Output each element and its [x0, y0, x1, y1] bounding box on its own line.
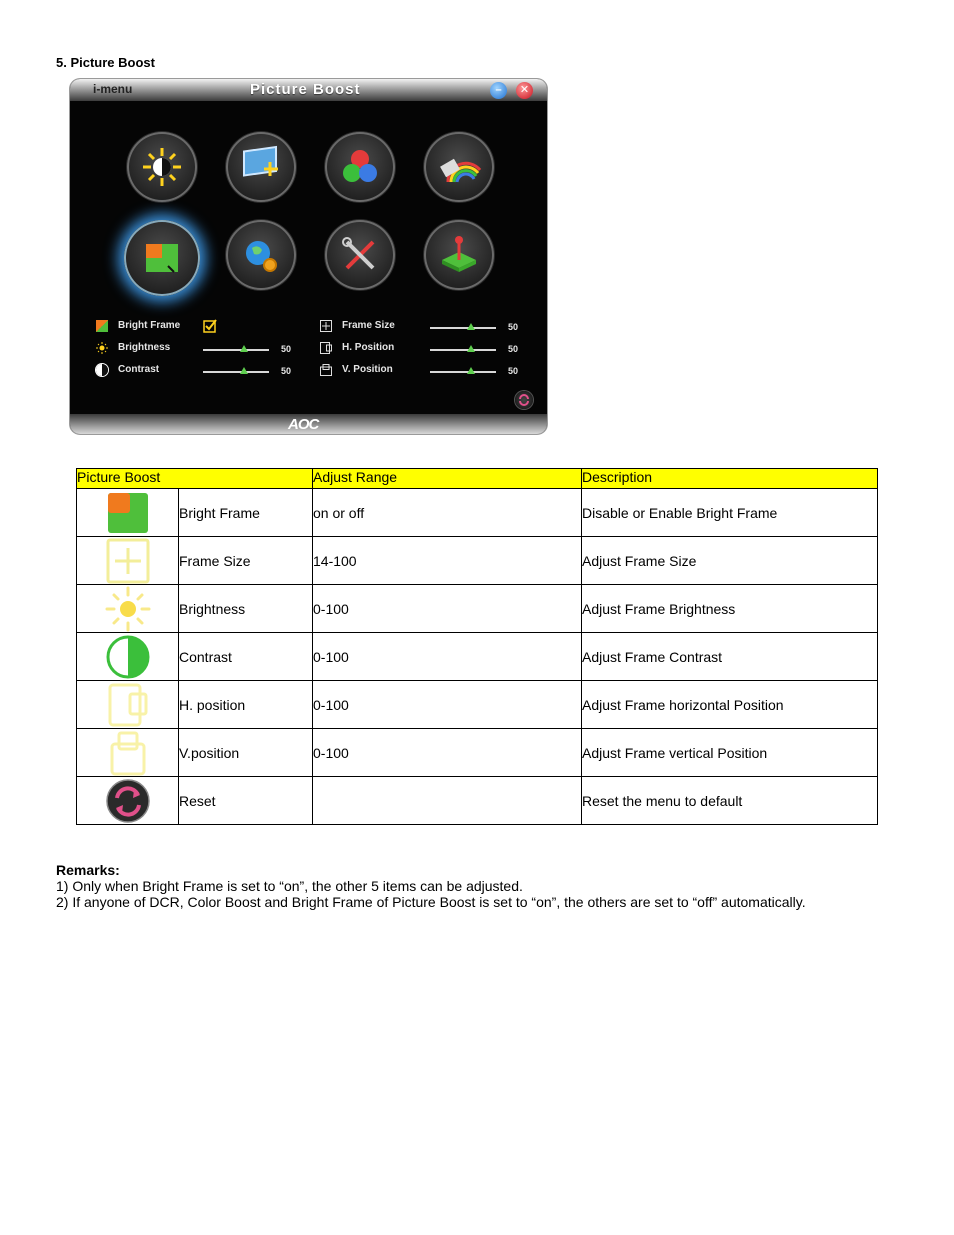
- section-title: 5. Picture Boost: [56, 55, 155, 70]
- osd-item-h-position: H. Position: [320, 342, 430, 356]
- h-position-value: 50: [508, 344, 519, 354]
- h-position-icon: [320, 342, 332, 354]
- remarks: [56, 862, 806, 910]
- factory-reset-orb-button[interactable]: [424, 220, 494, 290]
- slider-knob[interactable]: [240, 345, 248, 352]
- contrast-icon: [96, 364, 108, 376]
- item-description: Reset the menu to default: [582, 777, 878, 825]
- v-position-value: 50: [508, 366, 519, 376]
- extra-orb-button[interactable]: [325, 220, 395, 290]
- brightness-slider[interactable]: [203, 349, 269, 351]
- rainbow-icon: [424, 132, 494, 202]
- aoc-logo: AOC: [288, 416, 319, 433]
- item-name: Contrast: [179, 633, 313, 681]
- luminance-orb-button[interactable]: [127, 132, 197, 202]
- item-range: 0-100: [313, 729, 582, 777]
- reset-icon: [515, 391, 533, 409]
- bright-frame-checkbox[interactable]: [203, 319, 218, 333]
- item-description: Adjust Frame vertical Position: [582, 729, 878, 777]
- bright-frame-icon: [96, 320, 108, 332]
- h-position-slider[interactable]: [430, 349, 496, 351]
- slider-knob[interactable]: [240, 367, 248, 374]
- globe-gear-icon: [226, 220, 296, 290]
- header-description: Description: [582, 469, 878, 489]
- v-position-icon: [104, 730, 152, 776]
- minimize-button[interactable]: –: [490, 82, 507, 99]
- image-setup-icon: [226, 132, 296, 202]
- brightness-value: 50: [281, 344, 292, 354]
- item-description: Adjust Frame horizontal Position: [582, 681, 878, 729]
- item-name: Brightness: [179, 585, 313, 633]
- color-boost-orb-button[interactable]: [424, 132, 494, 202]
- bright-frame-icon: [124, 220, 200, 296]
- sun-icon: [96, 342, 108, 354]
- image-setup-orb-button[interactable]: [226, 132, 296, 202]
- imenu-window: [70, 79, 547, 434]
- close-button[interactable]: ✕: [516, 82, 533, 99]
- rgb-circles-icon: [325, 132, 395, 202]
- osd-reset-button[interactable]: [515, 391, 533, 409]
- bright-frame-icon: [104, 490, 152, 536]
- header-picture-boost: Picture Boost: [77, 469, 313, 489]
- table-row: [77, 489, 878, 537]
- v-position-icon: [320, 364, 332, 376]
- item-name: H. position: [179, 681, 313, 729]
- picture-boost-orb-button[interactable]: [124, 220, 200, 296]
- tools-icon: [325, 220, 395, 290]
- contrast-value: 50: [281, 366, 292, 376]
- sun-contrast-icon: [127, 132, 197, 202]
- imenu-title: Picture Boost: [250, 81, 361, 98]
- frame-size-value: 50: [508, 322, 519, 332]
- item-range: on or off: [313, 489, 582, 537]
- v-position-slider[interactable]: [430, 371, 496, 373]
- color-setup-orb-button[interactable]: [325, 132, 395, 202]
- table-row: [77, 681, 878, 729]
- item-range: [313, 777, 582, 825]
- frame-size-slider[interactable]: [430, 327, 496, 329]
- picture-boost-table: [76, 468, 878, 825]
- item-range: 14-100: [313, 537, 582, 585]
- imenu-label: i-menu: [93, 82, 133, 96]
- h-position-icon: [104, 682, 152, 728]
- header-adjust-range: Adjust Range: [313, 469, 582, 489]
- item-description: Adjust Frame Contrast: [582, 633, 878, 681]
- reset-icon: [104, 778, 152, 824]
- imenu-title-bar: [70, 79, 547, 101]
- item-description: Adjust Frame Size: [582, 537, 878, 585]
- item-range: 0-100: [313, 681, 582, 729]
- table-row: [77, 537, 878, 585]
- osd-item-brightness: Brightness: [96, 342, 316, 356]
- sun-icon: [104, 586, 152, 632]
- osd-item-frame-size: Frame Size: [320, 320, 430, 334]
- item-description: Adjust Frame Brightness: [582, 585, 878, 633]
- item-range: 0-100: [313, 633, 582, 681]
- frame-size-icon: [104, 538, 152, 584]
- item-name: Bright Frame: [179, 489, 313, 537]
- slider-knob[interactable]: [467, 367, 475, 374]
- reset-stand-icon: [424, 220, 494, 290]
- remark-line: 2) If anyone of DCR, Color Boost and Bright Frame of Picture Boost is set to “on”, the others are set to “off” automatically.: [56, 894, 806, 910]
- slider-knob[interactable]: [467, 345, 475, 352]
- item-name: Frame Size: [179, 537, 313, 585]
- contrast-icon: [104, 634, 152, 680]
- contrast-slider[interactable]: [203, 371, 269, 373]
- remarks-title: Remarks:: [56, 862, 120, 878]
- table-row: [77, 585, 878, 633]
- remark-line: 1) Only when Bright Frame is set to “on”, the other 5 items can be adjusted.: [56, 878, 523, 894]
- osd-item-contrast: Contrast: [96, 364, 236, 378]
- table-header-row: [77, 469, 878, 489]
- item-name: Reset: [179, 777, 313, 825]
- table-row: [77, 633, 878, 681]
- osd-setup-orb-button[interactable]: [226, 220, 296, 290]
- frame-size-icon: [320, 320, 332, 332]
- imenu-footer: [70, 414, 547, 434]
- slider-knob[interactable]: [467, 323, 475, 330]
- item-description: Disable or Enable Bright Frame: [582, 489, 878, 537]
- osd-item-bright-frame[interactable]: Bright Frame: [96, 320, 236, 334]
- table-row: [77, 777, 878, 825]
- osd-item-v-position: V. Position: [320, 364, 430, 378]
- item-name: V.position: [179, 729, 313, 777]
- table-row: [77, 729, 878, 777]
- item-range: 0-100: [313, 585, 582, 633]
